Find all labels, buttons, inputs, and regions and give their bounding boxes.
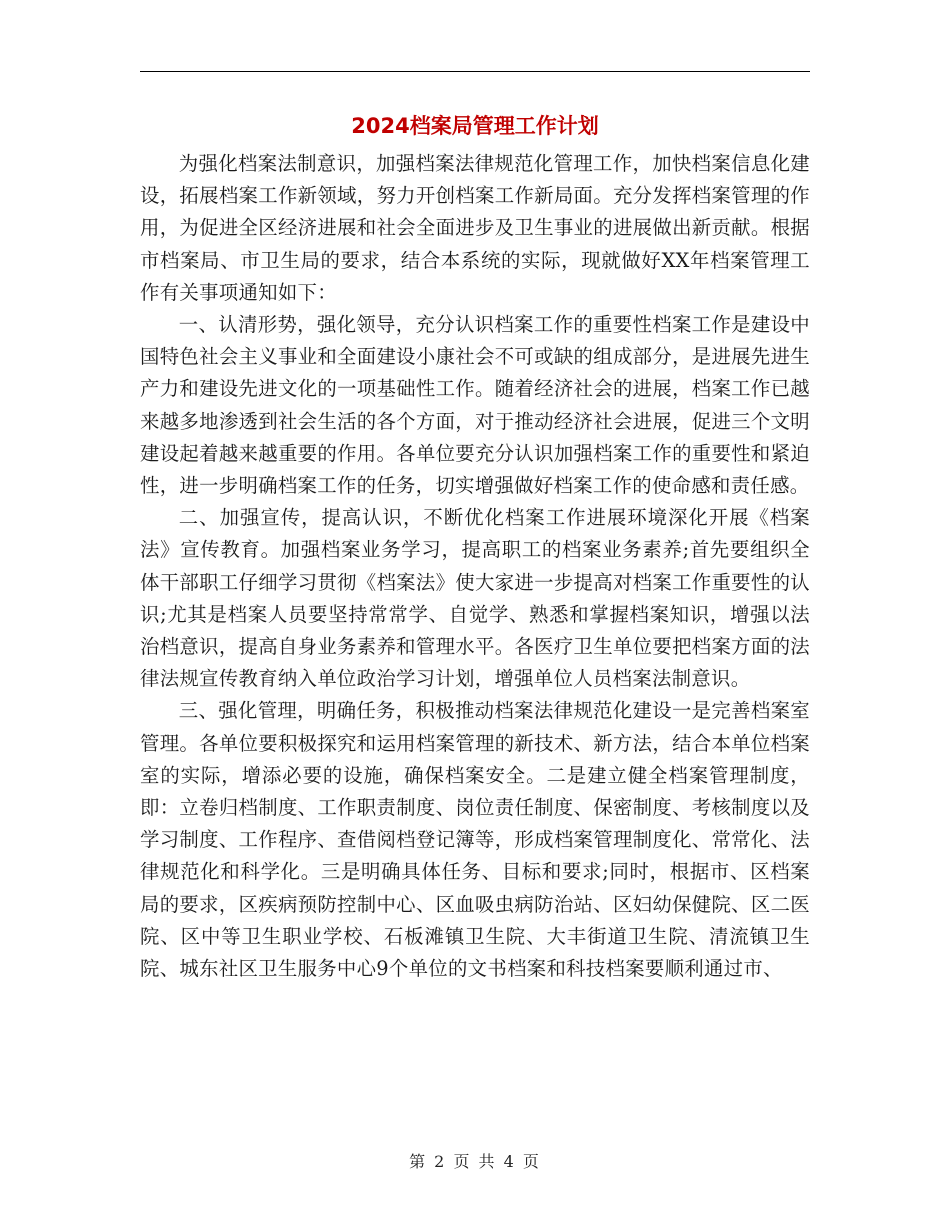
page-number-footer: 第 2 页 共 4 页 — [409, 1152, 541, 1171]
document-body — [140, 148, 810, 985]
header-rule — [140, 71, 810, 72]
paragraph-section-1: 一、认清形势，强化领导，充分认识档案工作的重要性档案工作是建设中国特色社会主义事业和全面建设小康社会不可或缺的组成部分，是进展先进生产力和建设先进文化的一项基础性工作。随着经济社会的进展，档案工作已越来越多地渗透到社会生活的各个方面，对于推动经济社会进展，促进三个文明建设起着越来越重要的作用。各单位要充分认识加强档案工作的重要性和紧迫性，进一步明确档案工作的任务，切实增强做好档案工作的使命感和责任感。 — [140, 313, 810, 498]
document-title: 2024档案局管理工作计划 — [351, 114, 599, 138]
paragraph-section-2: 二、加强宣传，提高认识，不断优化档案工作进展环境深化开展《档案法》宣传教育。加强档案业务学习，提高职工的档案业务素养;首先要组织全体干部职工仔细学习贯彻《档案法》使大家进一步提高对档案工作重要性的认识;尤其是档案人员要坚持常常学、自觉学、熟悉和掌握档案知识，增强以法治档意识，提高自身业务素养和管理水平。各医疗卫生单位要把档案方面的法律法规宣传教育纳入单位政治学习计划，增强单位人员档案法制意识。 — [140, 506, 810, 691]
paragraph-intro: 为强化档案法制意识，加强档案法律规范化管理工作，加快档案信息化建设，拓展档案工作新领域，努力开创档案工作新局面。充分发挥档案管理的作用，为促进全区经济进展和社会全面进步及卫生事业的进展做出新贡献。根据市档案局、市卫生局的要求，结合本系统的实际，现就做好XX年档案管理工作有关事项通知如下： — [140, 152, 810, 304]
paragraph-section-3: 三、强化管理，明确任务，积极推动档案法律规范化建设一是完善档案室管理。各单位要积极探究和运用档案管理的新技术、新方法，结合本单位档案室的实际，增添必要的设施，确保档案安全。二是建立健全档案管理制度，即：立卷归档制度、工作职责制度、岗位责任制度、保密制度、考核制度以及学习制度、工作程序、查借阅档登记簿等，形成档案管理制度化、常常化、法律规范化和科学化。三是明确具体任务、目标和要求;同时，根据市、区档案局的要求，区疾病预防控制中心、区血吸虫病防治站、区妇幼保健院、区二医院、区中等卫生职业学校、石板滩镇卫生院、大丰街道卫生院、清流镇卫生院、城东社区卫生服务中心9个单位的文书档案和科技档案要顺利通过市、 — [140, 699, 810, 981]
